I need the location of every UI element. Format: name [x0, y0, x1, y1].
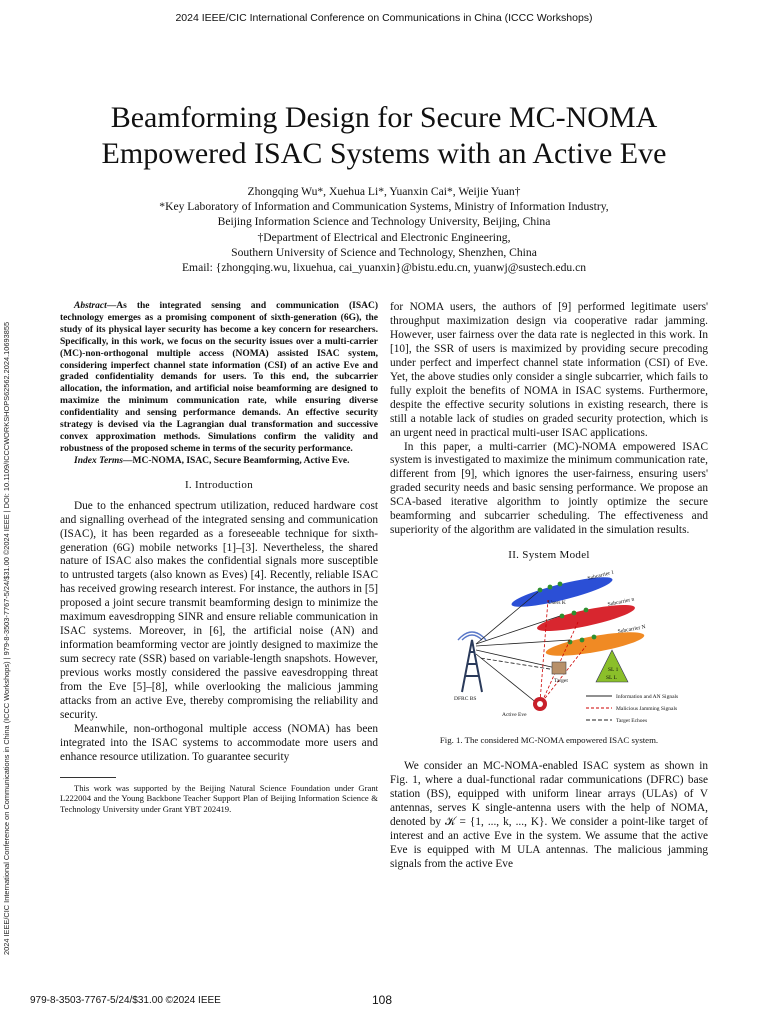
- index-terms-label: Index Terms: [74, 455, 124, 466]
- affiliation-2: Beijing Information Science and Technology University, Beijing, China: [217, 215, 551, 229]
- abstract-label: Abstract: [74, 301, 107, 311]
- affiliation-3: †Department of Electrical and Electronic Engineering,: [257, 230, 511, 244]
- legend-lines: [586, 696, 612, 720]
- author-names: Zhongqing Wu*, Xuehua Li*, Yuanxin Cai*, Weijie Yuan†: [247, 185, 521, 198]
- label-subcarrier-n: Subcarrier n: [607, 596, 635, 609]
- right-paragraph-1: for NOMA users, the authors of [9] performed legitimate users' throughput maximization design via cooperative radar jamming. However, user fairness over the data rate is neglected in this work. In [10], the SSR of users is maximized by providing secure precoding under perfect and imperfect channel state information (CSI) of Eve. Yet, the above studies only consider a single subcarrier, which fails to fully exploit the benefits of NOMA in ISAC systems. Furthermore, despite the effective security solutions in existing research, there is still a notable lack of studies on graded security protection, which is an urgent need in practical multi-user ISAC applications.: [390, 301, 708, 439]
- legend-information: Information and AN Signals: [616, 694, 679, 701]
- figure-caption: Fig. 1. The considered MC-NOMA empowered ISAC system.: [439, 735, 659, 746]
- left-column: [60, 301, 378, 815]
- label-active-eve: Active Eve: [502, 712, 527, 719]
- index-terms-text: —MC-NOMA, ISAC, Secure Beamforming, Active Eve.: [123, 455, 350, 466]
- bs-tower-icon: [458, 632, 486, 692]
- title-line-1: Beamforming Design for Secure MC-NOMA: [110, 101, 658, 134]
- author-emails: Email: {zhongqing.wu, lixuehua, cai_yuanxin}@bistu.edu.cn, yuanwj@sustech.edu.cn: [181, 261, 587, 275]
- paper-title: [60, 100, 708, 172]
- label-target: Target: [554, 678, 568, 685]
- footer-isbn: 979-8-3503-7767-5/24/$31.00 ©2024 IEEE: [30, 995, 221, 1006]
- conference-header: 2024 IEEE/CIC International Conference on Communications in China (ICCC Workshops): [175, 12, 593, 24]
- right-paragraph-3: We consider an MC-NOMA-enabled ISAC system as shown in Fig. 1, where a dual-functional radar communications (DFRC) base station (BS), equipped with uniform linear arrays (ULAs) of V antennas, serves K single-antenna users with the help of NOMA, denoted by 𝒦 = {1, ..., k, ..., K}. We consider a point-like target of interest and an active Eve in the system. We assume that the active Eve is equipped with M ULA antennas. The malicious jamming signals from the active Eve: [390, 760, 708, 870]
- affiliation-4: Southern University of Science and Technology, Shenzhen, China: [231, 245, 537, 259]
- intro-paragraph-2: Meanwhile, non-orthogonal multiple access (NOMA) has been integrated into the ISAC systems to accommodate more users and enhance resource utilization. To guarantee security: [60, 722, 378, 763]
- abstract-text: —As the integrated sensing and communication (ISAC) technology emerges as a promising component of sixth-generation (6G), the study of its physical layer security has become a key concern for researchers. Specifically, in this work, we focus on the security issues over a multi-carrier (MC)-non-orthogonal multiple access (NOMA) assisted ISAC system, considering imperfect channel state information (CSI) of an active Eve and graded confidentiality demands for users. To this end, the subcarrier allocation, the information, and artificial noise beamforming are designed to maximize the minimum communication rate, while ensuring diverse confidentiality and sensing performance demands. An effective security strategy is devised via the Lagrangian dual transformation and successive convex approximation methods. Simulations confirm the validity and robustness of the proposed scheme in terms of the security performance.: [60, 301, 378, 454]
- side-doi-identifier: 2024 IEEE/CIC International Conference on Communications in China (ICCC Workshops) | 979-8-3503-7767-5/24/$31.00 ©2024 IEEE | DOI: 10.1109/ICCCWORKSHOPS62562.2024.10693855: [2, 321, 11, 955]
- label-dfrc-bs: DFRC BS: [454, 696, 477, 703]
- index-terms: [60, 456, 378, 468]
- abstract: [60, 301, 378, 456]
- funding-footnote: This work was supported by the Beijing Natural Science Foundation under Grant L222004 and the Young Backbone Teacher Support Plan of Beijing Information Science & Technology University under Grant YBT 202419.: [60, 782, 378, 814]
- author-block: [60, 184, 708, 275]
- intro-paragraph-1: Due to the enhanced spectrum utilization, reduced hardware cost and signalling overhead of the integrated sensing and communication (ISAC), it has been regarded as a foreseeable technique for sixth-generation (6G) mobile networks [1]–[3]. Nevertheless, the shared nature of ISAC also makes the confidential signals more susceptible to untrusted targets (also known as Eves) [4]. Recently, reliable ISAC has received growing research interest. For instance, the authors in [5] proposed a joint secure transmit beamforming design to minimize the maximum eavesdropping SINR and ensure reliable communication in ISAC systems. Moreover, in [6], the artificial noise (AN) and information beamforming vector are jointly designed to maximize the sum secrecy rate (SSR) based on variable-length snapshots. However, previous works mostly considered the passive eavesdropping threat from the Eve [5]–[8], while overlooking the malicious jamming attacks from an active Eve, thereby compromising the reliability and security.: [60, 499, 378, 721]
- legend-echoes: Target Echoes: [616, 718, 648, 725]
- label-sl-1: SL 1: [608, 667, 619, 674]
- label-subcarrier-1: Subcarrier 1: [587, 570, 615, 583]
- section-heading-system-model: II. System Model: [508, 549, 590, 562]
- affiliation-1: *Key Laboratory of Information and Communication Systems, Ministry of Information Industry,: [159, 200, 609, 214]
- legend-jamming: Malicious Jamming Signals: [616, 706, 678, 713]
- label-users-k: Users K: [548, 600, 566, 607]
- label-sl-l: SL L: [606, 675, 617, 682]
- target-icon: [552, 662, 566, 674]
- right-column: [390, 301, 708, 872]
- page-number: 108: [372, 993, 393, 1007]
- title-line-2: Empowered ISAC Systems with an Active Eve: [101, 137, 667, 170]
- label-subcarrier-N: Subcarrier N: [617, 624, 647, 636]
- system-diagram: [390, 570, 708, 730]
- footnote-divider: [60, 777, 116, 778]
- right-paragraph-2: In this paper, a multi-carrier (MC)-NOMA empowered ISAC system is investigated to maximize the minimum communication rate, different from [9], which ignores the user-fairness, ensuring users' graded security needs and basic sensing performance. We propose an SCA-based iterative algorithm to jointly optimize the secure beamforming and subcarrier scheduling. The effectiveness and superiority of the algorithm are validated in the simulation results.: [390, 440, 708, 537]
- system-model-figure: [390, 570, 708, 730]
- section-heading-introduction: I. Introduction: [184, 478, 254, 491]
